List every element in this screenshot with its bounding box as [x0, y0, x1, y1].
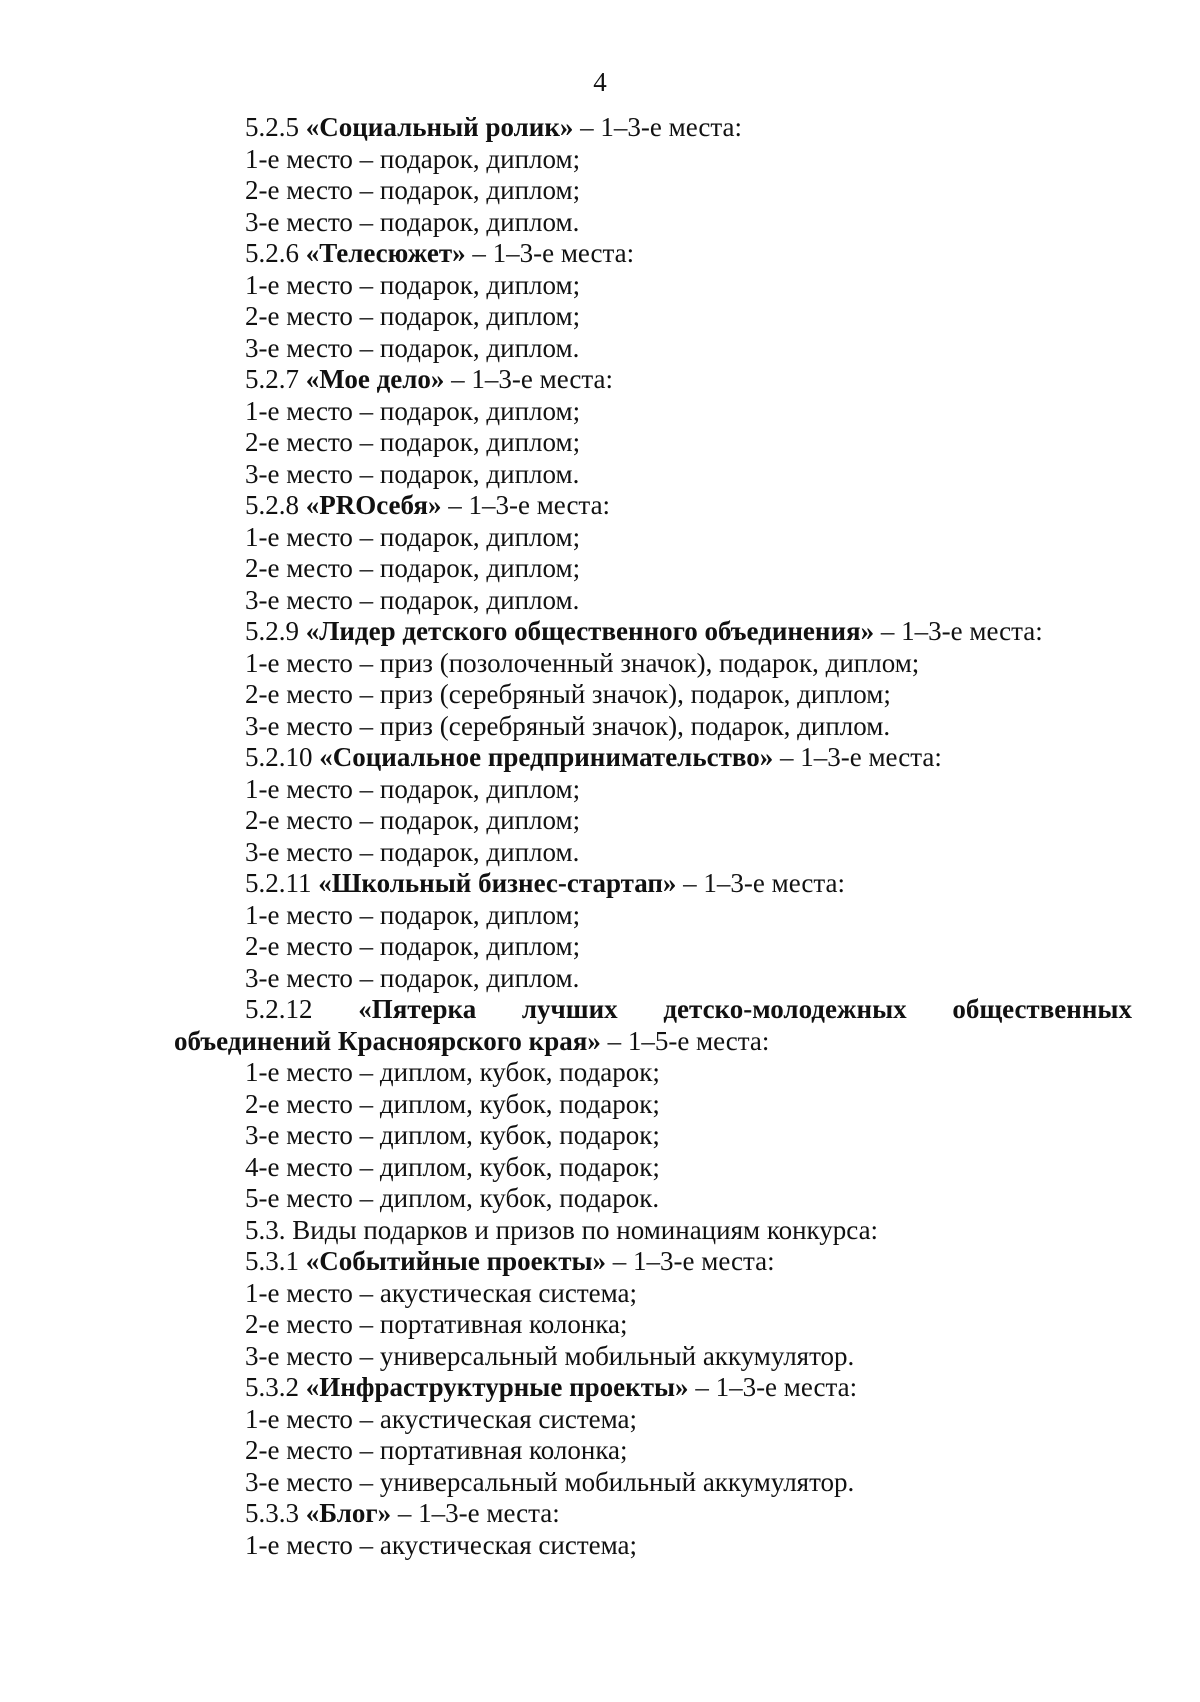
places-note: – 1–3-е места: — [465, 238, 635, 268]
prize-line: 1-е место – подарок, диплом; — [245, 521, 581, 552]
prize-line: 1-е место – приз (позолоченный значок), подарок, диплом; — [245, 647, 920, 678]
nomination-block-5-3-3 — [174, 1498, 1132, 1561]
document-body — [174, 112, 1132, 1561]
nomination-block-5-2-10 — [174, 742, 1132, 868]
prize-line: 3-е место – подарок, диплом. — [245, 836, 580, 867]
nomination-title: «Лидер детского общественного объединения» — [305, 616, 875, 646]
prize-line: 4-е место – диплом, кубок, подарок; — [245, 1151, 660, 1182]
prize-line: 3-е место – универсальный мобильный аккумулятор. — [245, 1466, 855, 1497]
prize-line: 1-е место – подарок, диплом; — [245, 143, 581, 174]
item-number: 5.2.12 — [245, 994, 313, 1024]
prize-line: 3-е место – подарок, диплом. — [245, 458, 580, 489]
prize-line: 1-е место – акустическая система; — [245, 1529, 638, 1560]
nomination-heading — [174, 1498, 1132, 1530]
nomination-heading — [174, 490, 1132, 522]
nomination-heading-justified — [174, 994, 1132, 1026]
prize-line: 2-е место – диплом, кубок, подарок; — [245, 1088, 660, 1119]
item-number: 5.2.10 — [245, 742, 313, 772]
places-note: – 1–3-е места: — [773, 742, 942, 772]
nomination-title: «Социальный ролик» — [305, 112, 574, 142]
item-number: 5.3.3 — [245, 1498, 299, 1528]
places-note: – 1–3-е места: — [688, 1372, 858, 1402]
prize-line: 2-е место – портативная колонка; — [245, 1309, 628, 1339]
prize-line: 1-е место – подарок, диплом; — [245, 395, 581, 426]
nomination-block-5-2-12 — [174, 994, 1132, 1215]
prize-line: 3-е место – приз (серебряный значок), подарок, диплом. — [245, 710, 891, 741]
nomination-title: «Инфраструктурные проекты» — [305, 1372, 689, 1402]
places-note: – 1–3-е места: — [444, 364, 613, 394]
nomination-title: объединений Красноярского края» — [174, 1025, 601, 1056]
prize-line: 2-е место – портативная колонка; — [245, 1435, 628, 1465]
nomination-title: «PROсебя» — [305, 490, 442, 520]
nomination-title: «Блог» — [305, 1498, 392, 1528]
item-number: 5.2.6 — [245, 238, 299, 268]
prize-line: 2-е место – подарок, диплом; — [245, 931, 581, 961]
prize-line: 1-е место – акустическая система; — [245, 1277, 638, 1308]
prize-line: 1-е место – диплом, кубок, подарок; — [245, 1057, 660, 1087]
item-number: 5.2.8 — [245, 490, 299, 520]
nomination-block-5-2-9 — [174, 616, 1132, 742]
prize-line: 1-е место – подарок, диплом; — [245, 899, 581, 930]
nomination-title: «Событийные проекты» — [305, 1246, 607, 1276]
prize-line: 2-е место – приз (серебряный значок), подарок, диплом; — [245, 679, 891, 709]
nomination-title-word: детско-молодежных — [663, 994, 907, 1024]
prize-line: 3-е место – подарок, диплом. — [245, 332, 580, 363]
prize-line: 2-е место – подарок, диплом; — [245, 301, 581, 331]
page-number: 4 — [593, 67, 607, 97]
places-note: – 1–3-е места: — [573, 112, 742, 142]
nomination-heading — [174, 112, 1132, 144]
prize-line: 1-е место – подарок, диплом; — [245, 269, 581, 300]
prize-line: 5-е место – диплом, кубок, подарок. — [245, 1183, 660, 1213]
nomination-block-5-2-6 — [174, 238, 1132, 364]
nomination-block-5-3-2 — [174, 1372, 1132, 1498]
nomination-block-5-2-11 — [174, 868, 1132, 994]
prize-line: 3-е место – подарок, диплом. — [245, 206, 580, 237]
nomination-heading — [174, 1246, 1132, 1278]
nomination-block-5-2-7 — [174, 364, 1132, 490]
nomination-title: «Социальное предпринимательство» — [319, 742, 774, 772]
item-number: 5.2.5 — [245, 112, 299, 142]
nomination-block-5-2-5 — [174, 112, 1132, 238]
places-note: – 1–3-е места: — [441, 490, 611, 520]
item-number: 5.2.7 — [245, 364, 299, 394]
nomination-heading-continued — [174, 1026, 1132, 1058]
nomination-heading — [174, 868, 1132, 900]
nomination-block-5-3-1 — [174, 1246, 1132, 1372]
prize-line: 3-е место – универсальный мобильный аккумулятор. — [245, 1340, 855, 1371]
nomination-heading — [174, 742, 1132, 774]
prize-line: 2-е место – подарок, диплом; — [245, 553, 581, 583]
nomination-heading — [174, 238, 1132, 270]
item-number: 5.3.2 — [245, 1372, 299, 1402]
prize-line: 3-е место – подарок, диплом. — [245, 962, 580, 993]
prize-line: 2-е место – подарок, диплом; — [245, 175, 581, 205]
prize-line: 1-е место – подарок, диплом; — [245, 773, 581, 804]
nomination-block-5-2-8 — [174, 490, 1132, 616]
places-note: – 1–3-е места: — [391, 1498, 560, 1528]
item-number: 5.3.1 — [245, 1246, 299, 1276]
section-heading-5-3: 5.3. Виды подарков и призов по номинациям конкурса: — [245, 1214, 879, 1245]
places-note: – 1–3-е места: — [606, 1246, 775, 1276]
nomination-title-word: лучших — [521, 994, 618, 1024]
nomination-title: «Телесюжет» — [305, 238, 466, 268]
item-number: 5.2.11 — [245, 868, 312, 898]
prize-line: 2-е место – подарок, диплом; — [245, 427, 581, 457]
prize-line: 3-е место – диплом, кубок, подарок; — [245, 1120, 660, 1150]
nomination-heading — [174, 364, 1132, 396]
nomination-title: «Мое дело» — [305, 364, 445, 394]
item-number: 5.2.9 — [245, 616, 299, 646]
prize-line: 1-е место – акустическая система; — [245, 1403, 638, 1434]
nomination-title-word: общественных — [952, 994, 1132, 1024]
places-note: – 1–3-е места: — [676, 868, 845, 898]
prize-line: 3-е место – подарок, диплом. — [245, 584, 580, 615]
nomination-title: «Школьный бизнес-стартап» — [318, 868, 677, 898]
places-note: – 1–3-е места: — [874, 616, 1043, 646]
nomination-heading — [174, 616, 1132, 648]
places-note: – 1–5-е места: — [600, 1025, 770, 1056]
prize-line: 2-е место – подарок, диплом; — [245, 805, 581, 835]
nomination-title-word: «Пятерка — [358, 994, 477, 1024]
nomination-heading — [174, 1372, 1132, 1404]
